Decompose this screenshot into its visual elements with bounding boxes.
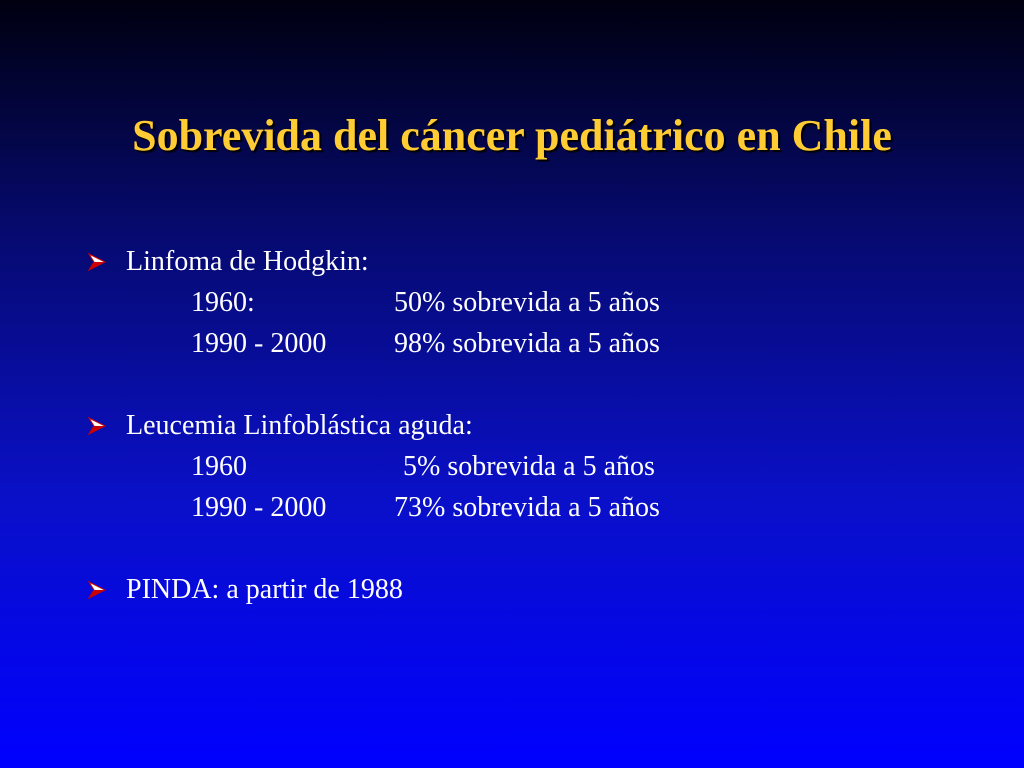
row-year: 1960 — [191, 451, 247, 482]
bullet-label: PINDA: a partir de 1988 — [126, 574, 403, 605]
arrow-bullet-icon — [88, 581, 106, 599]
row-value: 98% sobrevida a 5 años — [394, 328, 660, 359]
bullet-label: Leucemia Linfoblástica aguda: — [126, 410, 473, 441]
row-year: 1990 - 2000 — [191, 328, 327, 359]
row-year: 1960: — [191, 287, 255, 318]
bullet-label: Linfoma de Hodgkin: — [126, 246, 369, 277]
row-value: 50% sobrevida a 5 años — [394, 287, 660, 318]
row-year: 1990 - 2000 — [191, 492, 327, 523]
arrow-bullet-icon — [88, 253, 106, 271]
row-value: 5% sobrevida a 5 años — [403, 451, 655, 482]
arrow-bullet-icon — [88, 417, 106, 435]
slide-title: Sobrevida del cáncer pediátrico en Chile — [132, 111, 892, 160]
row-value: 73% sobrevida a 5 años — [394, 492, 660, 523]
